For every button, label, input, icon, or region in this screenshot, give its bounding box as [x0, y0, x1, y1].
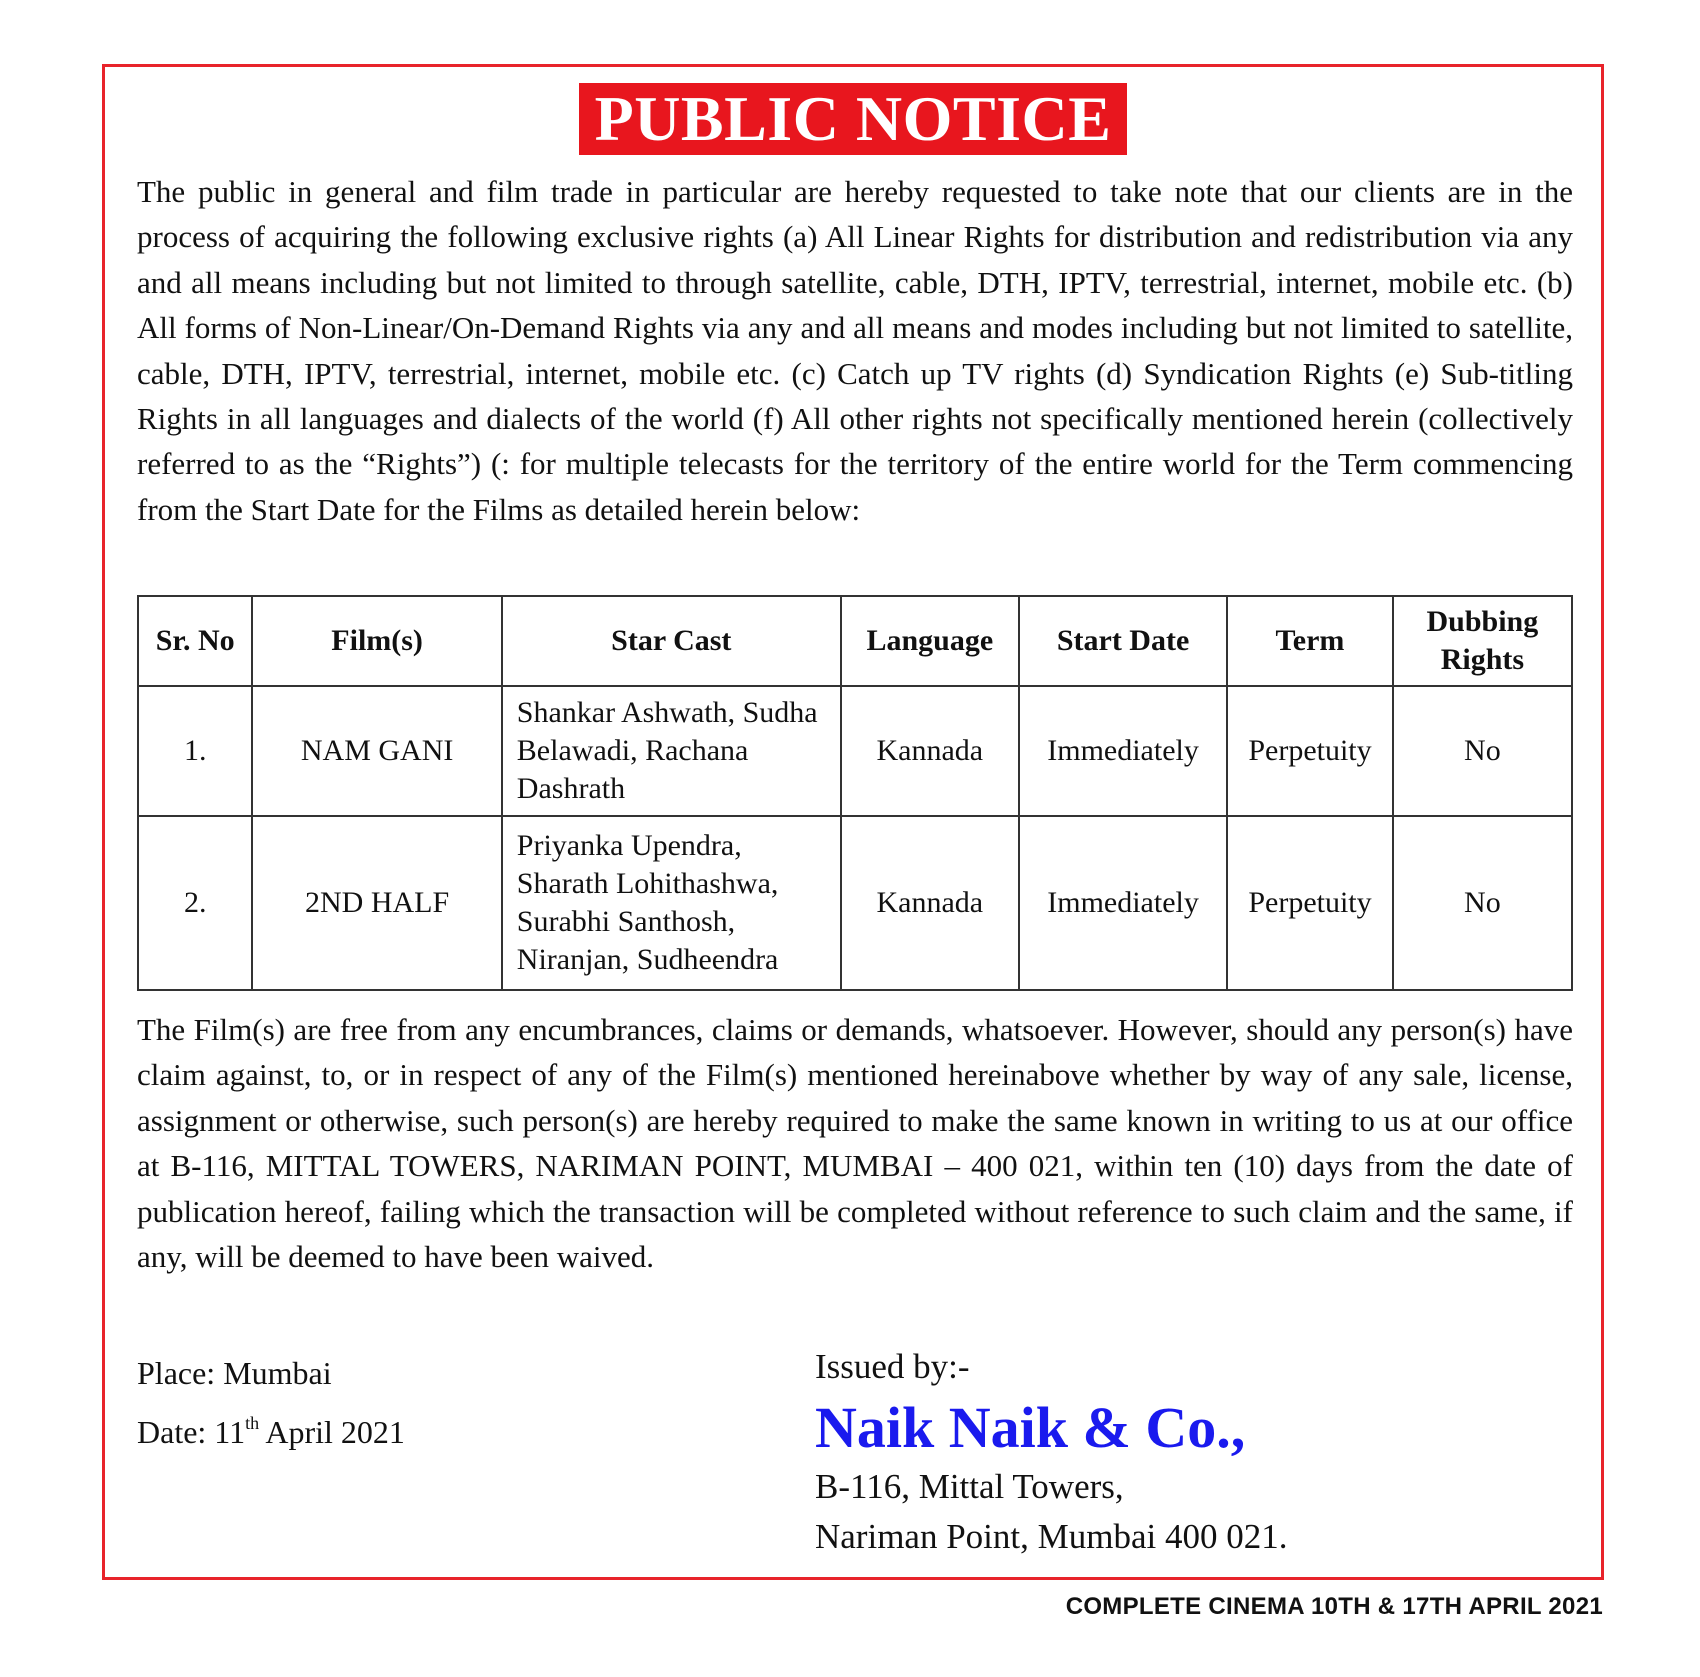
cell-dubbing: No [1393, 816, 1572, 990]
place-line: Place: Mumbai [137, 1355, 332, 1391]
header-star-cast: Star Cast [502, 596, 841, 686]
table-row [138, 686, 1572, 816]
cell-language: Kannada [841, 816, 1019, 990]
table-header-row [138, 596, 1572, 686]
cell-term: Perpetuity [1227, 686, 1393, 816]
cell-film: 2ND HALF [252, 816, 501, 990]
address-line-1: B-116, Mittal Towers, [815, 1467, 1124, 1506]
header-start-date: Start Date [1019, 596, 1227, 686]
outro-paragraph: The Film(s) are free from any encumbrances, claims or demands, whatsoever. However, should any person(s) have claim against, to, or in respect of any of the Film(s) mentioned hereinabove whether by way of any sale, license, assignment or otherwise, such person(s) are hereby required to make the same known in writing to us at our office at B-116, MITTAL TOWERS, NARIMAN POINT, MUMBAI – 400 021, within ten (10) days from the date of publication hereof, failing which the transaction will be completed without reference to such claim and the same, if any, will be deemed to have been waived. [137, 1012, 1573, 1275]
cell-star-cast [502, 816, 841, 990]
header-sr-no: Sr. No [138, 596, 252, 686]
cast-line: Niranjan, Sudheendra [516, 943, 779, 976]
header-dubbing-line2: Rights [1440, 643, 1525, 676]
cell-sr-no: 2. [138, 816, 252, 990]
title-wrap [105, 83, 1601, 155]
date-suffix: April 2021 [259, 1414, 405, 1450]
cast-line: Belawadi, Rachana [516, 734, 749, 767]
cell-sr-no: 1. [138, 686, 252, 816]
header-term: Term [1227, 596, 1393, 686]
firm-name: Naik Naik & Co., [815, 1395, 1246, 1460]
cell-star-cast [502, 686, 841, 816]
cell-dubbing: No [1393, 686, 1572, 816]
header-dubbing-rights [1393, 596, 1572, 686]
cast-line: Dashrath [516, 772, 626, 805]
address-line-2: Nariman Point, Mumbai 400 021. [815, 1517, 1288, 1556]
cast-line: Priyanka Upendra, [516, 829, 742, 862]
header-language: Language [841, 596, 1019, 686]
table-row [138, 816, 1572, 990]
intro-paragraph: The public in general and film trade in particular are hereby requested to take note that our clients are in the process of acquiring the following exclusive rights (a) All Linear Rights for distribution and redistribution via any and all means including but not limited to through satellite, cable, DTH, IPTV, terrestrial, internet, mobile etc. (b) All forms of Non-Linear/On-Demand Rights via any and all means and modes including but not limited to satellite, cable, DTH, IPTV, terrestrial, internet, mobile etc. (c) Catch up TV rights (d) Syndication Rights (e) Sub-titling Rights in all languages and dialects of the world (f) All other rights not specifically mentioned herein (collectively referred to as the “Rights”) (: for multiple telecasts for the territory of the entire world for the Term commencing from the Start Date for the Films as detailed herein below: [137, 174, 1573, 527]
header-film: Film(s) [252, 596, 501, 686]
cell-start-date: Immediately [1019, 816, 1227, 990]
cell-language: Kannada [841, 686, 1019, 816]
header-dubbing-line1: Dubbing [1426, 605, 1539, 638]
date-superscript: th [245, 1413, 260, 1433]
cast-line: Surabhi Santhosh, [516, 905, 736, 938]
date-line [137, 1413, 405, 1451]
notice-frame [102, 64, 1604, 1580]
films-table [137, 595, 1573, 991]
issuer-block [815, 1342, 1287, 1562]
cast-line: Shankar Ashwath, Sudha [516, 696, 818, 729]
cast-line: Sharath Lohithashwa, [516, 867, 779, 900]
date-prefix: Date: 11 [137, 1414, 246, 1450]
cell-term: Perpetuity [1227, 816, 1393, 990]
cell-start-date: Immediately [1019, 686, 1227, 816]
cell-film: NAM GANI [252, 686, 501, 816]
publication-footer: COMPLETE CINEMA 10TH & 17TH APRIL 2021 [1065, 1593, 1603, 1620]
notice-title: PUBLIC NOTICE [579, 83, 1128, 155]
issued-by-label: Issued by:- [815, 1347, 970, 1386]
